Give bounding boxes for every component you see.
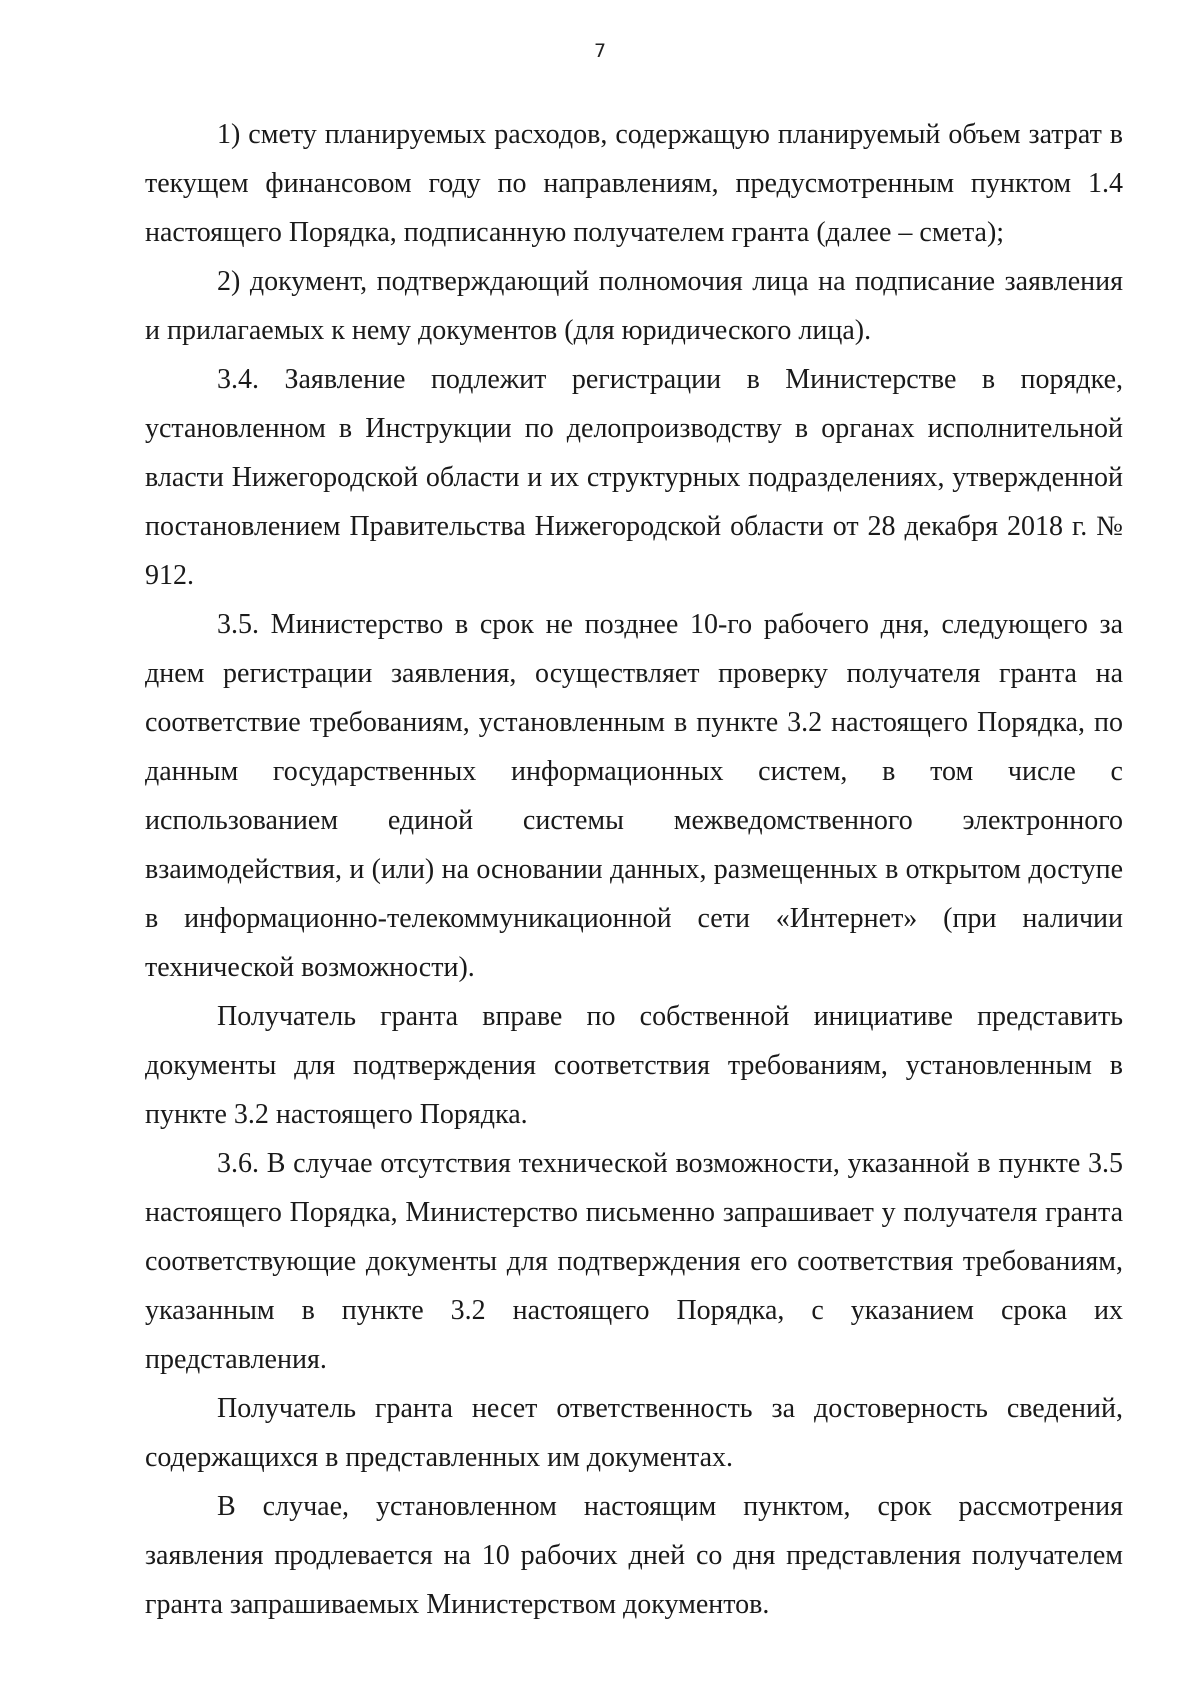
page-number: 7 — [593, 40, 607, 62]
paragraph-recipient-responsibility: Получатель гранта несет ответственность за достоверность сведений, содержащихся в представленных им документах. — [145, 1393, 1123, 1473]
paragraph-3-6-request-documents: 3.6. В случае отсутствия технической возможности, указанной в пункте 3.5 настоящего Порядка, Министерство письменно запрашивает у получателя гранта соответствующие документы для подтверждения его соответствия требованиям, указанным в пункте 3.2 настоящего Порядка, с указанием срока их представления. — [145, 1148, 1123, 1375]
paragraph-review-extension: В случае, установленном настоящим пунктом, срок рассмотрения заявления продлевается на 10 рабочих дней со дня представления получателем гранта запрашиваемых Министерством документов. — [145, 1491, 1123, 1620]
paragraph-item-1-estimate: 1) смету планируемых расходов, содержащую планируемый объем затрат в текущем финансовом году по направлениям, предусмотренным пунктом 1.4 настоящего Порядка, подписанную получателем гранта (далее – смета); — [145, 119, 1123, 248]
paragraph-3-5-verification: 3.5. Министерство в срок не позднее 10-го рабочего дня, следующего за днем регистрации заявления, осуществляет проверку получателя гранта на соответствие требованиям, установленным в пункте 3.2 настоящего Порядка, по данным государственных информационных систем, в том числе с использованием единой системы межведомственного электронного взаимодействия, и (или) на основании данных, размещенных в открытом доступе в информационно-телекоммуникационной сети «Интернет» (при наличии технической возможности). — [145, 609, 1123, 983]
paragraph-3-4-registration: 3.4. Заявление подлежит регистрации в Министерстве в порядке, установленном в Инструкции по делопроизводству в органах исполнительной власти Нижегородской области и их структурных подразделениях, утвержденной постановлением Правительства Нижегородской области от 28 декабря 2018 г. № 912. — [145, 364, 1123, 591]
paragraph-item-2-authority-document: 2) документ, подтверждающий полномочия лица на подписание заявления и прилагаемых к нему документов (для юридического лица). — [145, 266, 1123, 346]
document-body — [145, 110, 1123, 1629]
paragraph-recipient-initiative: Получатель гранта вправе по собственной инициативе представить документы для подтверждения соответствия требованиям, установленным в пункте 3.2 настоящего Порядка. — [145, 1001, 1123, 1130]
